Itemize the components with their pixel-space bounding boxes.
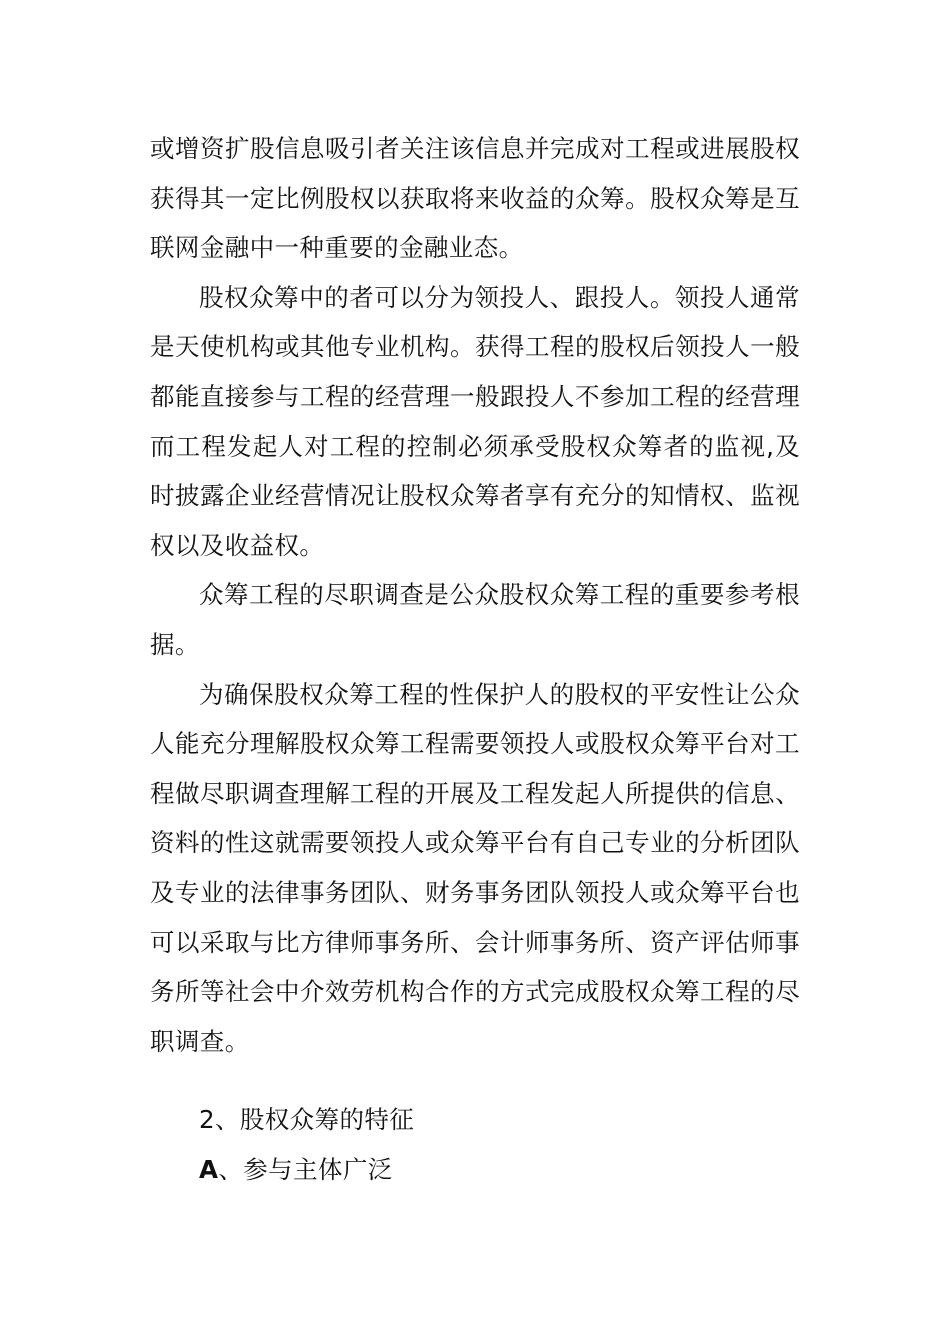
paragraph-4: 为确保股权众筹工程的性保护人的股权的平安性让公众人能充分理解股权众筹工程需要领投人或股权众筹平台对工程做尽职调查理解工程的开展及工程发起人所提供的信息、资料的性这就需要领投人或众筹平台有自己专业的分析团队及专业的法律事务团队、财务事务团队领投人或众筹平台也可以采取与比方律师事务所、会计师事务所、资产评估师事务所等社会中介效劳机构合作的方式完成股权众筹工程的尽职调查。	[150, 679, 800, 1056]
subheading-text: 、参与主体广泛	[218, 1154, 393, 1184]
subheading	[199, 1145, 799, 1195]
paragraph-3: 众筹工程的尽职调查是公众股权众筹工程的重要参考根据。	[150, 580, 800, 659]
section-heading: 2、股权众筹的特征	[199, 1105, 415, 1134]
subheading-label: A	[199, 1154, 219, 1184]
paragraph-2: 股权众筹中的者可以分为领投人、跟投人。领投人通常是天使机构或其他专业机构。获得工程的股权后领投人一般都能直接参与工程的经营理一般跟投人不参加工程的经营理而工程发起人对工程的控制必须承受股权众筹者的监视,及时披露企业经营情况让股权众筹者享有充分的知情权、监视权以及收益权。	[150, 282, 800, 560]
paragraph-1: 或增资扩股信息吸引者关注该信息并完成对工程或进展股权获得其一定比例股权以获取将来收益的众筹。股权众筹是互联网金融中一种重要的金融业态。	[150, 134, 800, 263]
document-body	[150, 124, 800, 1066]
section-headings	[199, 1095, 799, 1194]
